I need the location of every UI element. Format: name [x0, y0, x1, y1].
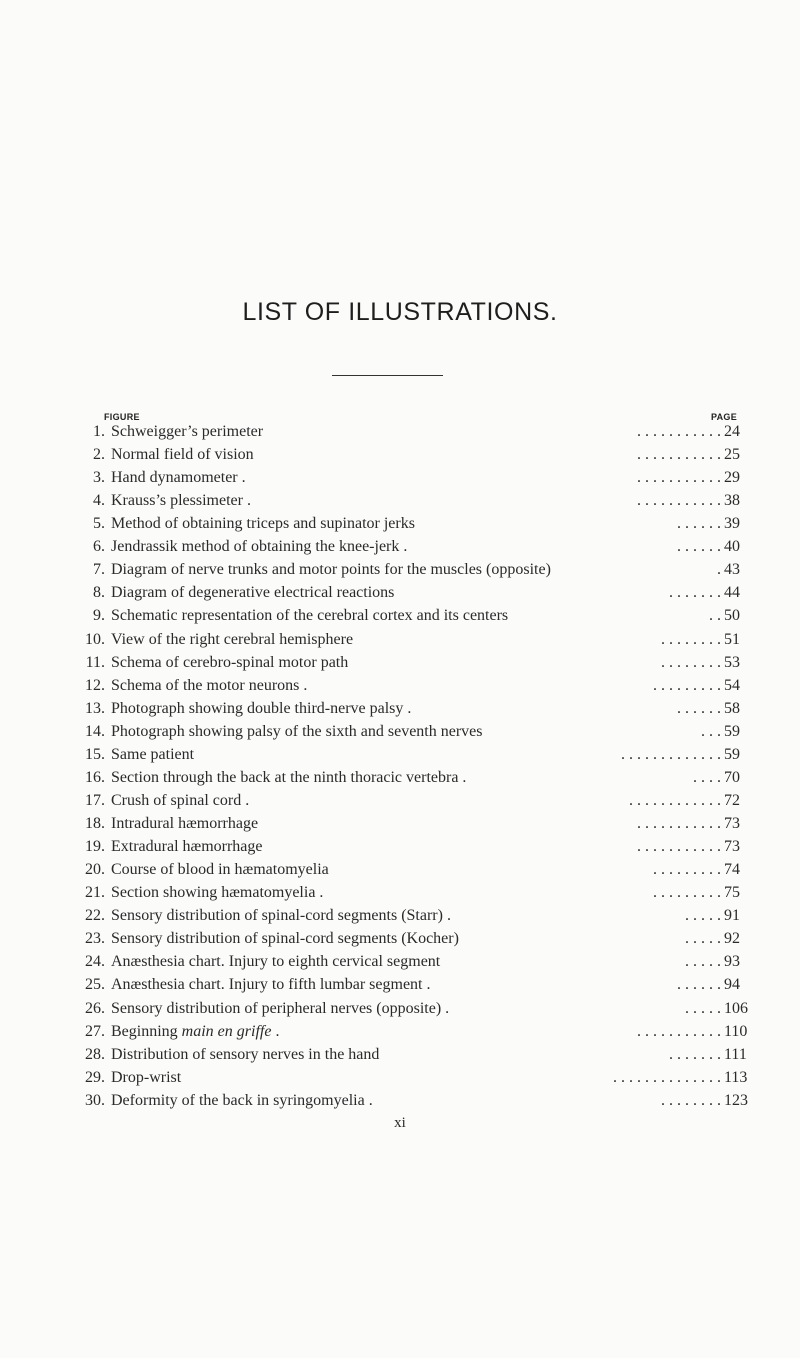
caption-text: Jendrassik method of obtaining the knee-jerk .	[111, 538, 408, 556]
list-item	[0, 997, 800, 1020]
page-number: 72	[724, 791, 740, 809]
leader-dots: . . . . . . . .	[661, 653, 721, 671]
figure-number: 21.	[85, 884, 105, 902]
leader-dots: . . . . . . . .	[661, 1091, 721, 1109]
figure-number: 20.	[85, 861, 105, 879]
leader-dots: . . . . . .	[677, 976, 721, 994]
page-number: 58	[724, 699, 740, 717]
page-number: 74	[724, 861, 740, 879]
figure-caption	[111, 997, 449, 1020]
caption-text: Hand dynamometer .	[111, 469, 246, 487]
page-number: 44	[724, 584, 740, 602]
page-number: 70	[724, 768, 740, 786]
figure-caption	[111, 766, 466, 789]
caption-text: Method of obtaining triceps and supinator jerks	[111, 515, 415, 533]
list-item	[0, 743, 800, 766]
list-item	[0, 697, 800, 720]
page-number: 73	[724, 815, 740, 833]
caption-text: Anæsthesia chart. Injury to eighth cervical segment	[111, 953, 441, 971]
leader-dots: . . . . . . . . . . . .	[629, 791, 721, 809]
list-item	[0, 789, 800, 812]
caption-text: Schema of cerebro-spinal motor path	[111, 653, 349, 671]
leader-dots: . . . . . . . . . . .	[637, 446, 721, 464]
page-number: 92	[724, 930, 740, 948]
caption-text: Section showing hæmatomyelia .	[111, 884, 324, 902]
page-number: 29	[724, 469, 740, 487]
list-item	[0, 881, 800, 904]
list-item	[0, 1043, 800, 1066]
figure-caption	[111, 466, 246, 489]
figure-number: 26.	[85, 999, 105, 1017]
page-number: 59	[724, 745, 740, 763]
caption-text: Schema of the motor neurons .	[111, 676, 308, 694]
leader-dots: . . . . . . . . . . .	[637, 838, 721, 856]
leader-dots: . . . . .	[685, 907, 721, 925]
caption-text: Sensory distribution of peripheral nerves (opposite) .	[111, 999, 450, 1017]
page-number: 25	[724, 446, 740, 464]
leader-dots: . . . . . . . . . . .	[637, 423, 721, 440]
caption-text: Sensory distribution of spinal-cord segments (Starr) .	[111, 907, 451, 925]
figure-number: 23.	[85, 930, 105, 948]
caption-text: Sensory distribution of spinal-cord segments (Kocher)	[111, 930, 459, 948]
figure-number: 6.	[93, 538, 105, 556]
list-item	[0, 858, 800, 881]
figure-caption	[111, 835, 263, 858]
figure-caption	[111, 674, 307, 697]
figure-number: 28.	[85, 1045, 105, 1063]
leader-dots: . . . . . . . . .	[653, 884, 721, 902]
caption-text: Diagram of nerve trunks and motor points for the muscles (opposite)	[111, 561, 551, 579]
figure-number: 12.	[85, 676, 105, 694]
caption-text: Photograph showing double third-nerve palsy .	[111, 699, 412, 717]
list-item	[0, 766, 800, 789]
leader-dots: . . . . .	[685, 953, 721, 971]
figure-caption	[111, 1089, 373, 1112]
figure-number: 3.	[93, 469, 105, 487]
figure-caption	[111, 720, 483, 743]
figure-number: 24.	[85, 953, 105, 971]
leader-dots: . . . . . . . . . . . . .	[621, 745, 721, 763]
list-item	[0, 674, 800, 697]
figure-caption	[111, 1043, 379, 1066]
column-header-figure: FIGURE	[104, 412, 140, 422]
figure-caption	[111, 743, 194, 766]
figure-caption	[111, 950, 440, 973]
caption-text: Distribution of sensory nerves in the hand	[111, 1045, 380, 1063]
list-item	[0, 443, 800, 466]
page-number: 38	[724, 492, 740, 510]
leader-dots: . . . . . . . . .	[653, 861, 721, 879]
leader-dots: . . . . . .	[677, 699, 721, 717]
figure-caption	[111, 858, 329, 881]
page-folio: xi	[394, 1115, 406, 1131]
figure-number: 15.	[85, 745, 105, 763]
leader-dots: . . . . . . . . .	[653, 676, 721, 694]
page-number: 75	[724, 884, 740, 902]
figure-caption	[111, 927, 459, 950]
list-item	[0, 628, 800, 651]
caption-italic-text: main en griffe	[181, 1022, 272, 1040]
page-number: 94	[724, 976, 740, 994]
title-rule	[332, 375, 443, 376]
figure-number: 5.	[93, 515, 105, 533]
page-number: 113	[724, 1068, 748, 1086]
caption-trailing-text: .	[271, 1022, 280, 1040]
list-item	[0, 604, 800, 627]
figure-caption	[111, 443, 254, 466]
figure-number: 10.	[85, 630, 105, 648]
list-item	[0, 1089, 800, 1112]
page-number: 51	[724, 630, 740, 648]
figure-caption	[111, 604, 508, 627]
leader-dots: . . . .	[693, 768, 721, 786]
page-number: 93	[724, 953, 740, 971]
figure-number: 30.	[85, 1091, 105, 1109]
leader-dots: . . .	[701, 722, 721, 740]
figure-number: 4.	[93, 492, 105, 510]
caption-text: Schematic representation of the cerebral cortex and its centers	[111, 607, 509, 625]
figure-number: 2.	[93, 446, 105, 464]
page-number: 110	[724, 1022, 748, 1040]
list-item	[0, 927, 800, 950]
figure-number: 9.	[93, 607, 105, 625]
list-item	[0, 466, 800, 489]
leader-dots: . .	[709, 607, 721, 625]
column-header-page: PAGE	[711, 412, 738, 422]
leader-dots: . . . . . . . . . . .	[637, 815, 721, 833]
list-item	[0, 558, 800, 581]
caption-text: Schweigger’s perimeter	[111, 423, 264, 440]
figure-caption	[111, 651, 348, 674]
list-item	[0, 950, 800, 973]
figure-caption	[111, 535, 407, 558]
figure-caption	[111, 512, 415, 535]
leader-dots: . . . . .	[685, 999, 721, 1017]
page-number: 106	[724, 999, 748, 1017]
leader-dots: . . . . . . . . . . .	[637, 469, 721, 487]
leader-dots: . . . . . . . . . . . . . .	[613, 1068, 721, 1086]
list-item	[0, 812, 800, 835]
leader-dots: . . . . . . . . . . .	[637, 492, 721, 510]
caption-text: Photograph showing palsy of the sixth and seventh nerves	[111, 722, 483, 740]
caption-text: Diagram of degenerative electrical reactions	[111, 584, 395, 602]
caption-text: Beginning	[111, 1022, 178, 1040]
figure-caption	[111, 1020, 279, 1043]
caption-text: Section through the back at the ninth thoracic vertebra .	[111, 768, 467, 786]
figure-number: 27.	[85, 1022, 105, 1040]
figure-number: 14.	[85, 722, 105, 740]
figure-caption	[111, 558, 551, 581]
leader-dots: . . . . . .	[677, 538, 721, 556]
list-item	[0, 512, 800, 535]
page-number: 59	[724, 722, 740, 740]
figure-number: 7.	[93, 561, 105, 579]
list-item	[0, 535, 800, 558]
leader-dots: .	[717, 561, 721, 579]
figure-number: 8.	[93, 584, 105, 602]
leader-dots: . . . . . . .	[669, 584, 721, 602]
page-number: 24	[724, 423, 740, 440]
leader-dots: . . . . . . .	[669, 1045, 721, 1063]
list-item	[0, 651, 800, 674]
figure-caption	[111, 881, 323, 904]
figure-number: 17.	[85, 791, 105, 809]
figure-caption	[111, 904, 451, 927]
caption-text: Course of blood in hæmatomyelia	[111, 861, 329, 879]
figure-number: 22.	[85, 907, 105, 925]
caption-text: Extradural hæmorrhage	[111, 838, 263, 856]
figure-caption	[111, 697, 411, 720]
caption-text: Crush of spinal cord .	[111, 791, 250, 809]
figure-number: 1.	[93, 423, 105, 440]
page-number: 91	[724, 907, 740, 925]
leader-dots: . . . . . .	[677, 515, 721, 533]
leader-dots: . . . . . . . . . . .	[637, 1022, 721, 1040]
list-item	[0, 1020, 800, 1043]
caption-text: Anæsthesia chart. Injury to fifth lumbar segment .	[111, 976, 431, 994]
figure-number: 16.	[85, 768, 105, 786]
figure-caption	[111, 1066, 181, 1089]
page-number: 39	[724, 515, 740, 533]
figure-number: 13.	[85, 699, 105, 717]
figure-caption	[111, 812, 258, 835]
figure-caption	[111, 628, 353, 651]
figure-number: 25.	[85, 976, 105, 994]
page-number: 53	[724, 653, 740, 671]
list-item	[0, 581, 800, 604]
figure-caption	[111, 581, 394, 604]
caption-text: Intradural hæmorrhage	[111, 815, 259, 833]
figure-number: 19.	[85, 838, 105, 856]
list-item	[0, 835, 800, 858]
caption-text: Normal field of vision	[111, 446, 254, 464]
caption-text: Krauss’s plessimeter .	[111, 492, 251, 510]
page-number: 123	[724, 1091, 748, 1109]
page-number: 40	[724, 538, 740, 556]
page-number: 111	[724, 1045, 747, 1063]
caption-text: Deformity of the back in syringomyelia .	[111, 1091, 373, 1109]
page-number: 54	[724, 676, 740, 694]
list-item	[0, 904, 800, 927]
list-item	[0, 973, 800, 996]
figure-caption	[111, 420, 263, 443]
page-number: 73	[724, 838, 740, 856]
figure-caption	[111, 489, 251, 512]
caption-text: Same patient	[111, 745, 195, 763]
list-item	[0, 489, 800, 512]
caption-text: Drop-wrist	[111, 1068, 182, 1086]
figure-caption	[111, 973, 430, 996]
figure-number: 29.	[85, 1068, 105, 1086]
page-number: 43	[724, 561, 740, 579]
leader-dots: . . . . .	[685, 930, 721, 948]
page-number: 50	[724, 607, 740, 625]
figure-number: 18.	[85, 815, 105, 833]
list-item	[0, 720, 800, 743]
list-item	[0, 1066, 800, 1089]
page-title: LIST OF ILLUSTRATIONS.	[242, 298, 558, 326]
caption-text: View of the right cerebral hemisphere	[111, 630, 354, 648]
figure-caption	[111, 789, 249, 812]
figure-number: 11.	[85, 653, 105, 671]
leader-dots: . . . . . . . .	[661, 630, 721, 648]
list-item	[0, 420, 800, 443]
